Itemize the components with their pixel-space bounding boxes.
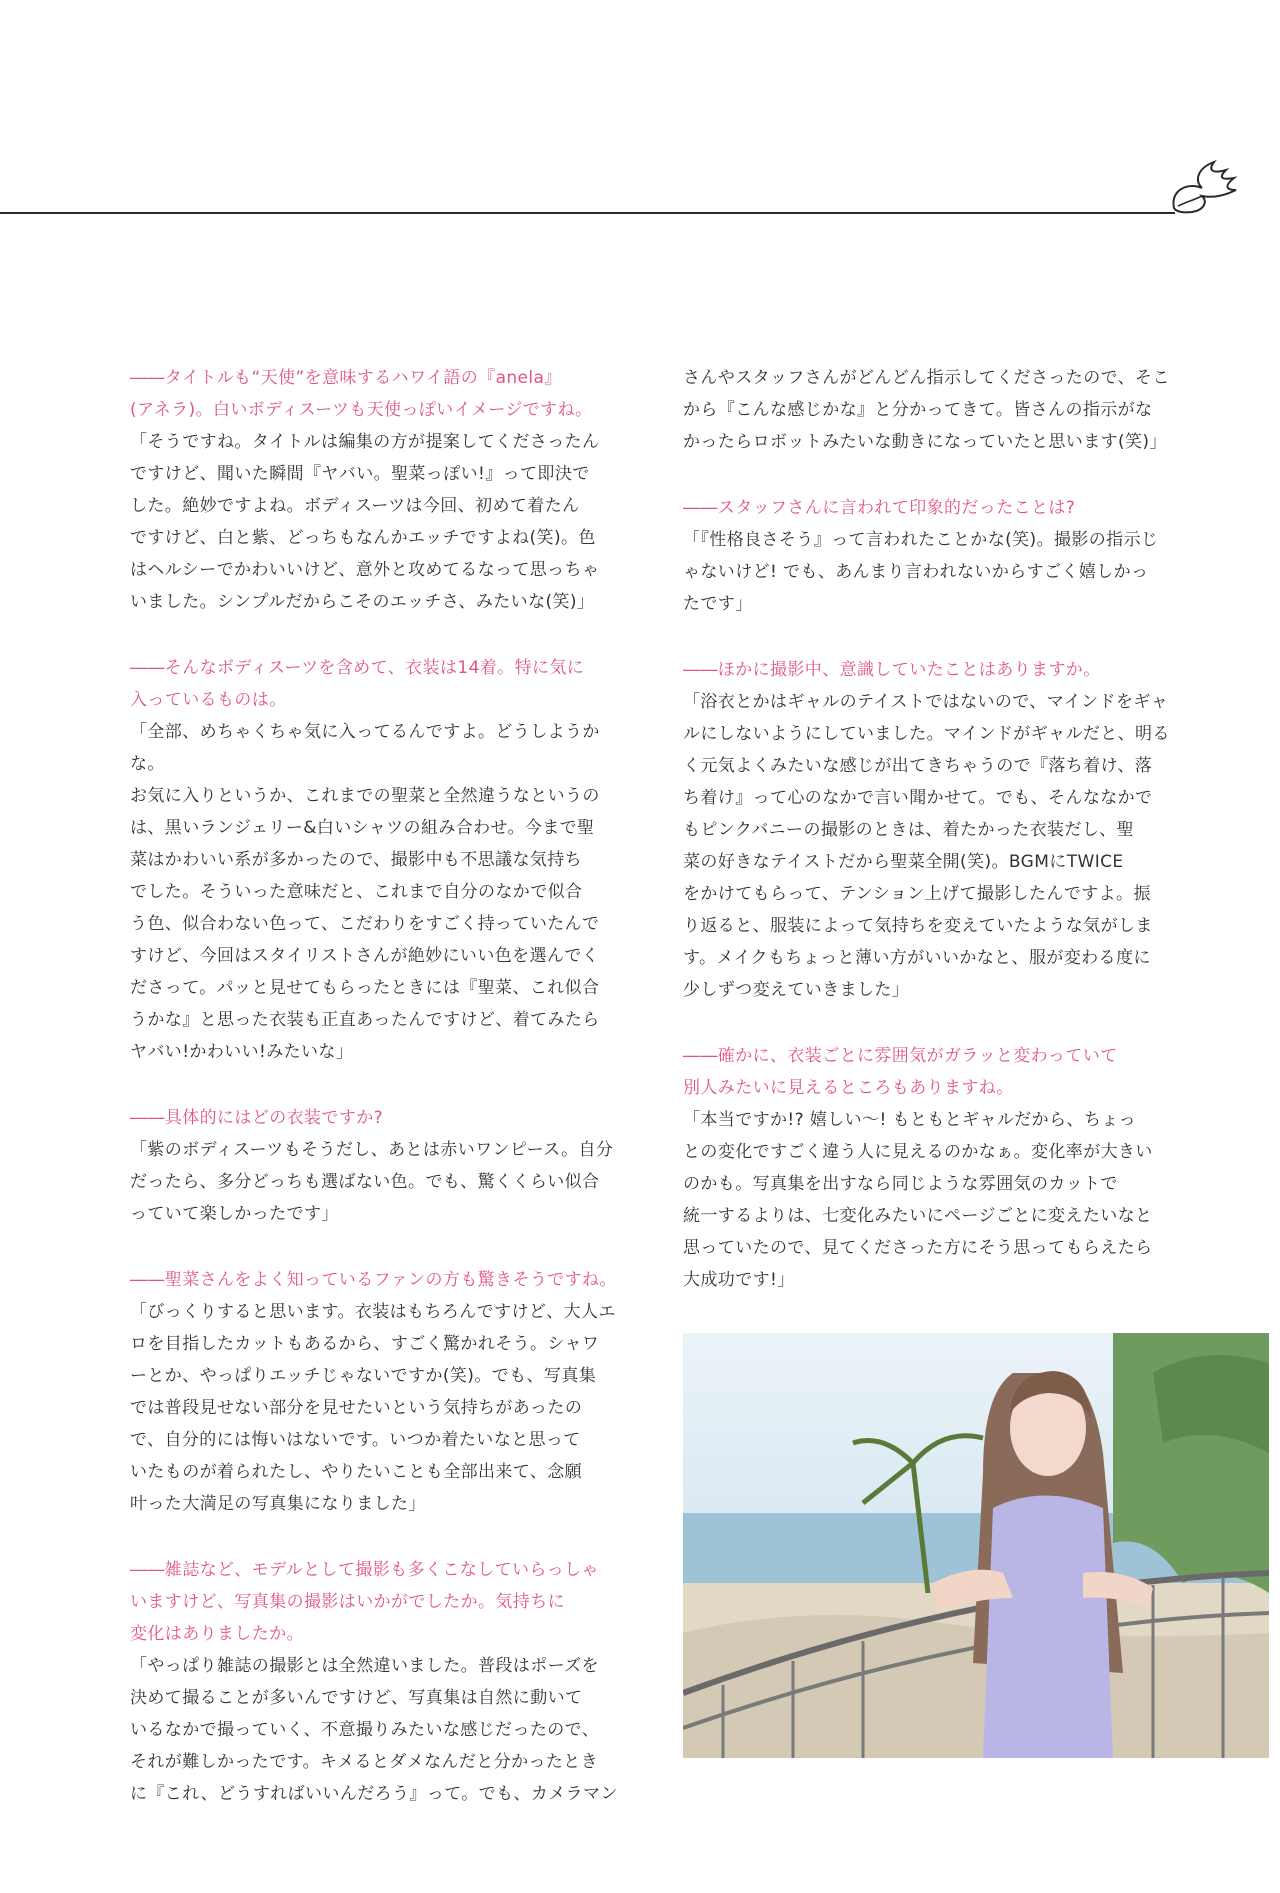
answer: 「全部、めちゃくちゃ気に入ってるんですよ。どうしようかな。 お気に入りというか、これまでの聖菜と全然違うなというの は、黒いランジェリー&白いシャツの組み合わせ。今まで聖 菜はかわいい系が多かったので、撮影中も不思議な気持ち でした。そういった意味だと、これまで自分のなかで似合 う色、似合わない色って、こだわりをすごく持っていたんで すけど、今回はスタイリストさんが絶妙にいい色を選んでく ださって。パッと見せてもらったときには『聖菜、これ似合 うかな』と思った衣装も正直あったんですけど、着てみたら ヤバい!かわいい!みたいな」 bbox=[130, 722, 600, 1062]
question: ――スタッフさんに言われて印象的だったことは? bbox=[683, 498, 1076, 518]
qa-block bbox=[130, 362, 618, 618]
question: ――聖菜さんをよく知っているファンの方も驚きそうですね。 bbox=[130, 1270, 617, 1290]
answer-continued: さんやスタッフさんがどんどん指示してくださったので、そこ から『こんな感じかな』と分かってきて。皆さんの指示がな かったらロボットみたいな動きになっていたと思います(笑)」 bbox=[683, 368, 1170, 452]
question: ――具体的にはどの衣装ですか? bbox=[130, 1108, 384, 1128]
qa-block bbox=[130, 652, 618, 1068]
qa-block bbox=[683, 654, 1173, 1006]
left-column bbox=[130, 362, 618, 1844]
right-column bbox=[683, 362, 1173, 1330]
qa-block bbox=[130, 1264, 618, 1520]
header-rule bbox=[0, 212, 1175, 214]
qa-block bbox=[683, 492, 1173, 620]
beach-balcony-illustration bbox=[683, 1333, 1269, 1758]
question: ――確かに、衣装ごとに雰囲気がガラッと変わっていて 別人みたいに見えるところもありますね。 bbox=[683, 1046, 1118, 1098]
answer: 「紫のボディスーツもそうだし、あとは赤いワンピース。自分 だったら、多分どっちも選ばない色。でも、驚くくらい似合 っていて楽しかったです」 bbox=[130, 1140, 614, 1224]
question: ――そんなボディスーツを含めて、衣装は14着。特に気に 入っているものは。 bbox=[130, 658, 585, 710]
question: ――ほかに撮影中、意識していたことはありますか。 bbox=[683, 660, 1101, 680]
answer: 「そうですね。タイトルは編集の方が提案してくださったん ですけど、聞いた瞬間『ヤバい。聖菜っぽい!』って即決で した。絶妙ですよね。ボディスーツは今回、初めて着たん ですけど、白と紫、どっちもなんかエッチですよね(笑)。色 はヘルシーでかわいいけど、意外と攻めてるなって思っちゃ いました。シンプルだからこそのエッチさ、みたいな(笑)」 bbox=[130, 432, 600, 612]
portrait-photo bbox=[683, 1333, 1269, 1758]
answer: 「『性格良さそう』って言われたことかな(笑)。撮影の指示じ ゃないけど! でも、あんまり言われないからすごく嬉しかっ たです」 bbox=[683, 530, 1159, 614]
answer: 「本当ですか!? 嬉しい〜! もともとギャルだから、ちょっ との変化ですごく違う人に見えるのかなぁ。変化率が大きい のかも。写真集を出すなら同じような雰囲気のカットで 統一するよりは、七変化みたいにページごとに変えたいなと 思っていたので、見てくださった方にそう思ってもらえたら 大成功です!」 bbox=[683, 1110, 1153, 1290]
answer: 「びっくりすると思います。衣装はもちろんですけど、大人エ ロを目指したカットもあるから、すごく驚かれそう。シャワ ーとか、やっぱりエッチじゃないですか(笑)。でも、写真集 では普段見せない部分を見せたいという気持ちがあったの で、自分的には悔いはないです。いつか着たいなと思って いたものが着られたし、やりたいことも全部出来て、念願 叶った大満足の写真集になりました」 bbox=[130, 1302, 616, 1514]
qa-block bbox=[683, 362, 1173, 458]
qa-block bbox=[130, 1554, 618, 1810]
qa-block bbox=[130, 1102, 618, 1230]
question: ――タイトルも“天使”を意味するハワイ語の『anela』 (アネラ)。白いボディスーツも天使っぽいイメージですね。 bbox=[130, 368, 593, 420]
answer: 「やっぱり雑誌の撮影とは全然違いました。普段はポーズを 決めて撮ることが多いんですけど、写真集は自然に動いて いるなかで撮っていく、不意撮りみたいな感じだったので、 それが難しかったです。キメるとダメなんだと分かったとき に『これ、どうすればいいんだろう』って。でも、カメラマン bbox=[130, 1656, 618, 1804]
answer: 「浴衣とかはギャルのテイストではないので、マインドをギャ ルにしないようにしていました。マインドがギャルだと、明る く元気よくみたいな感じが出てきちゃうので『落ち着け、落 ち着け』って心のなかで言い聞かせて。でも、そんななかで もピンクバニーの撮影のときは、着たかった衣装だし、聖 菜の好きなテイストだから聖菜全開(笑)。BGMにTWICE をかけてもらって、テンション上げて撮影したんですよ。振 り返ると、服装によって気持ちを変えていたような気がしま す。メイクもちょっと薄い方がいいかなと、服が変わる度に 少しずつ変えていきました」 bbox=[683, 692, 1170, 1000]
qa-block bbox=[683, 1040, 1173, 1296]
wing-icon bbox=[1168, 150, 1238, 220]
question: ――雑誌など、モデルとして撮影も多くこなしていらっしゃ いますけど、写真集の撮影はいかがでしたか。気持ちに 変化はありましたか。 bbox=[130, 1560, 599, 1644]
